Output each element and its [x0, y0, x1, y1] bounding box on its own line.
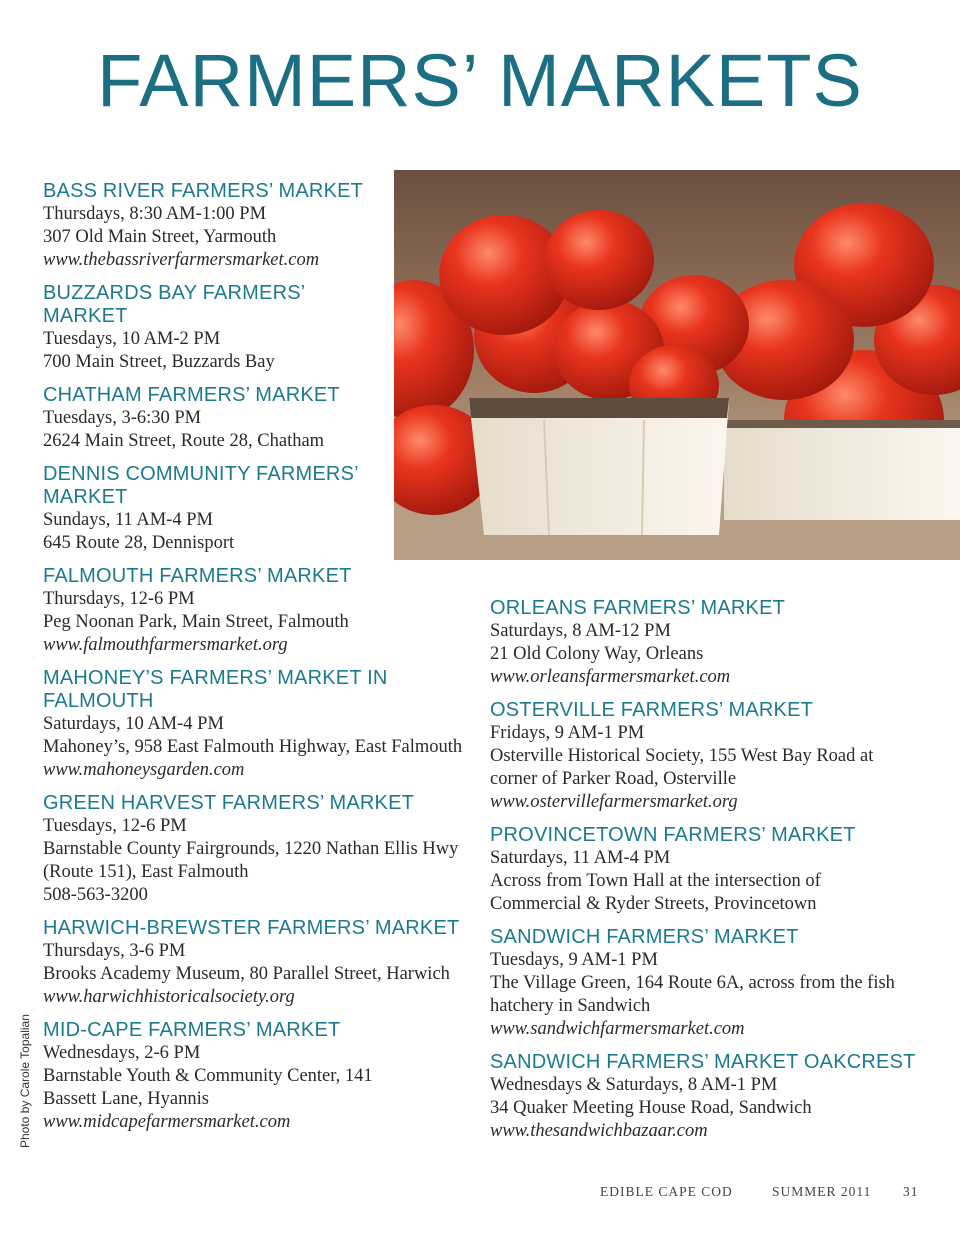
market-schedule: Saturdays, 11 AM-4 PM [490, 848, 671, 868]
market-entry [43, 667, 473, 782]
market-address: Barnstable Youth & Community Center, 141 Bassett Lane, Hyannis [43, 1066, 373, 1109]
market-name: CHATHAM FARMERS’ MARKET [43, 384, 340, 406]
market-url[interactable]: www.harwichhistoricalsociety.org [43, 987, 295, 1007]
market-name: SANDWICH FARMERS’ MARKET OAKCREST [490, 1051, 916, 1073]
market-url[interactable]: www.mahoneysgarden.com [43, 760, 245, 780]
market-schedule: Sundays, 11 AM-4 PM [43, 510, 213, 530]
market-name: GREEN HARVEST FARMERS’ MARKET [43, 792, 415, 814]
market-url[interactable]: www.falmouthfarmersmarket.org [43, 635, 288, 655]
market-entry [490, 699, 930, 814]
market-name: DENNIS COMMUNITY FARMERS’ MARKET [43, 463, 359, 508]
market-phone: 508-563-3200 [43, 885, 148, 905]
market-entry [490, 1051, 930, 1143]
market-schedule: Thursdays, 8:30 AM-1:00 PM [43, 204, 267, 224]
market-address: The Village Green, 164 Route 6A, across from the fish hatchery in Sandwich [490, 973, 895, 1016]
market-schedule: Thursdays, 3-6 PM [43, 941, 186, 961]
market-url[interactable]: www.ostervillefarmersmarket.org [490, 792, 738, 812]
market-entry [490, 824, 930, 916]
market-address: Mahoney’s, 958 East Falmouth Highway, East Falmouth [43, 737, 463, 757]
page-number: 31 [903, 1184, 919, 1199]
market-entry [43, 180, 473, 272]
market-name: SANDWICH FARMERS’ MARKET [490, 926, 799, 948]
market-schedule: Tuesdays, 3-6:30 PM [43, 408, 202, 428]
market-schedule: Wednesdays & Saturdays, 8 AM-1 PM [490, 1075, 778, 1095]
right-column [490, 597, 930, 1153]
market-entry [490, 597, 930, 689]
market-address: 307 Old Main Street, Yarmouth [43, 227, 277, 247]
market-address: 2624 Main Street, Route 28, Chatham [43, 431, 325, 451]
market-entry [43, 384, 473, 453]
market-address: Peg Noonan Park, Main Street, Falmouth [43, 612, 349, 632]
left-column [43, 180, 473, 1144]
market-schedule: Tuesdays, 9 AM-1 PM [490, 950, 658, 970]
market-schedule: Saturdays, 10 AM-4 PM [43, 714, 224, 734]
market-address: Across from Town Hall at the intersection of Commercial & Ryder Streets, Provincetown [490, 871, 821, 914]
market-address: Brooks Academy Museum, 80 Parallel Street, Harwich [43, 964, 450, 984]
market-name: OSTERVILLE FARMERS’ MARKET [490, 699, 814, 721]
market-name: BASS RIVER FARMERS’ MARKET [43, 180, 364, 202]
market-schedule: Tuesdays, 10 AM-2 PM [43, 329, 221, 349]
market-name: ORLEANS FARMERS’ MARKET [490, 597, 786, 619]
market-schedule: Wednesdays, 2-6 PM [43, 1043, 201, 1063]
market-url[interactable]: www.orleansfarmersmarket.com [490, 667, 731, 687]
market-entry [43, 282, 473, 374]
market-entry [490, 926, 930, 1041]
tomatoes-photo [394, 170, 960, 560]
market-name: PROVINCETOWN FARMERS’ MARKET [490, 824, 856, 846]
market-name: BUZZARDS BAY FARMERS’ MARKET [43, 282, 305, 327]
market-name: HARWICH-BREWSTER FARMERS’ MARKET [43, 917, 460, 939]
market-schedule: Thursdays, 12-6 PM [43, 589, 195, 609]
market-url[interactable]: www.sandwichfarmersmarket.com [490, 1019, 745, 1039]
market-schedule: Saturdays, 8 AM-12 PM [490, 621, 671, 641]
footer-issue: SUMMER 2011 [772, 1184, 872, 1199]
page-title: FARMERS’ MARKETS [97, 39, 863, 122]
market-schedule: Tuesdays, 12-6 PM [43, 816, 187, 836]
market-entry [43, 917, 473, 1009]
photo-credit: Photo by Carole Topalian [18, 1014, 32, 1148]
market-url[interactable]: www.thesandwichbazaar.com [490, 1121, 708, 1141]
market-name: MID-CAPE FARMERS’ MARKET [43, 1019, 341, 1041]
market-name: MAHONEY’S FARMERS’ MARKET IN FALMOUTH [43, 667, 388, 712]
market-url[interactable]: www.midcapefarmersmarket.com [43, 1112, 291, 1132]
market-address: 645 Route 28, Dennisport [43, 533, 235, 553]
market-entry [43, 565, 473, 657]
market-address: Osterville Historical Society, 155 West Bay Road at corner of Parker Road, Osterville [490, 746, 874, 789]
market-address: 700 Main Street, Buzzards Bay [43, 352, 275, 372]
market-entry [43, 1019, 473, 1134]
market-address: 21 Old Colony Way, Orleans [490, 644, 704, 664]
market-entry [43, 792, 473, 907]
market-address: 34 Quaker Meeting House Road, Sandwich [490, 1098, 812, 1118]
market-address: Barnstable County Fairgrounds, 1220 Nathan Ellis Hwy (Route 151), East Falmouth [43, 839, 459, 882]
footer-publication: EDIBLE CAPE COD [600, 1184, 733, 1199]
market-name: FALMOUTH FARMERS’ MARKET [43, 565, 352, 587]
market-entry [43, 463, 473, 555]
market-schedule: Fridays, 9 AM-1 PM [490, 723, 645, 743]
market-url[interactable]: www.thebassriverfarmersmarket.com [43, 250, 320, 270]
